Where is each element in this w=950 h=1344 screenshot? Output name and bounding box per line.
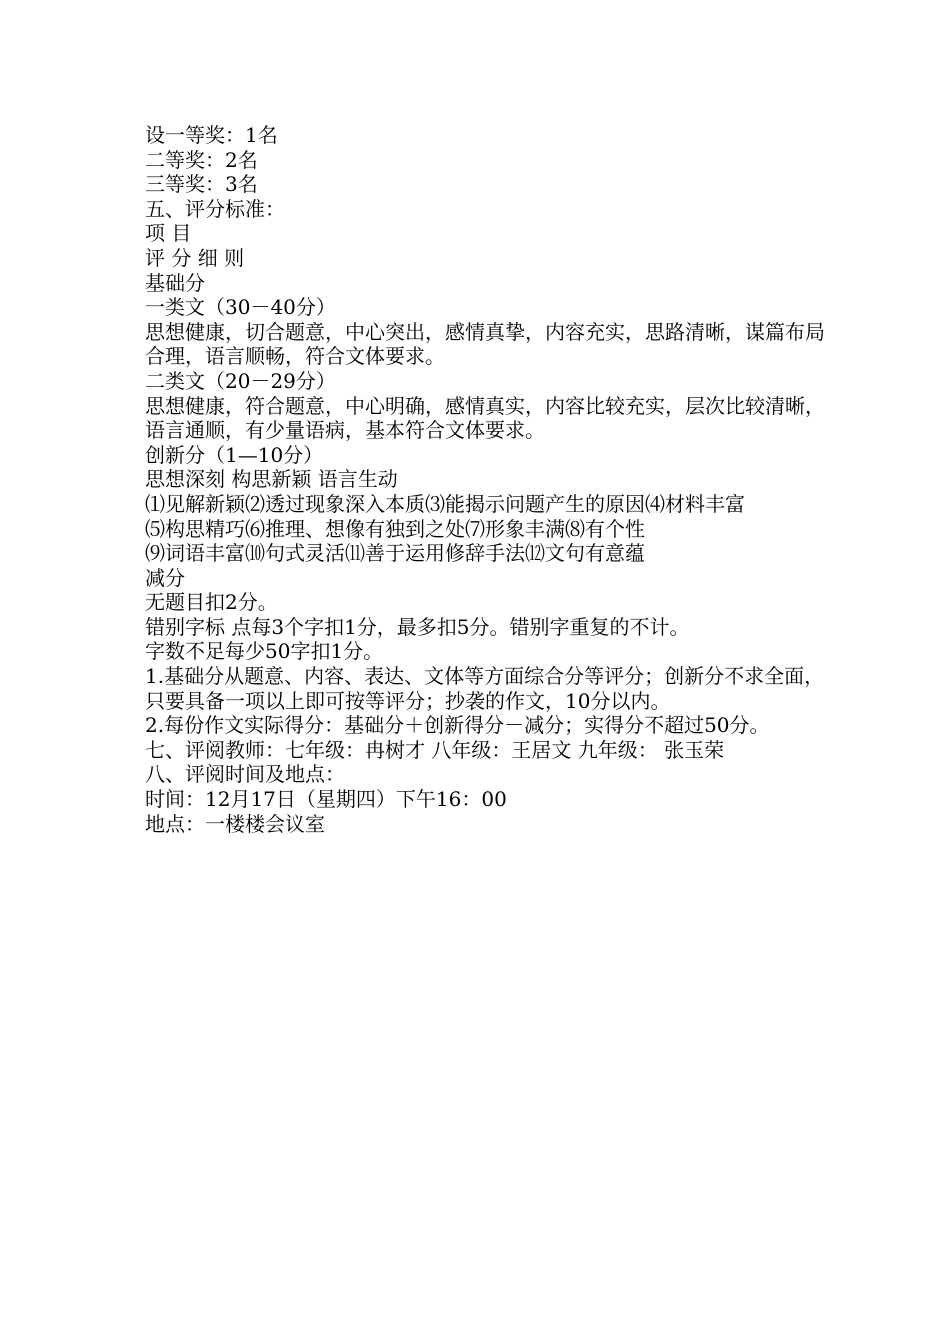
- item-header: 项 目: [145, 221, 192, 246]
- place-line: 地点：一楼楼会议室: [145, 811, 325, 836]
- section-scoring-heading: 五、评分标准：: [145, 196, 285, 221]
- award-first-line: 设一等奖：1名: [145, 123, 278, 147]
- innovation-categories: 思想深刻 构思新颖 语言生动: [145, 467, 398, 492]
- document-page: [145, 123, 825, 836]
- innovation-items-2: ⑸构思精巧⑹推理、想像有独到之处⑺形象丰满⑻有个性: [145, 516, 645, 541]
- section-reviewers: 七、评阅教师：七年级：冉树才 八年级：王居文 九年级： 张玉荣: [145, 737, 725, 762]
- deduction-typos: 错别字标 点每3个字扣1分，最多扣5分。错别字重复的不计。: [145, 614, 690, 639]
- class-two-description: 思想健康，符合题意，中心明确，感情真实，内容比较充实，层次比较清晰，语言通顺，有少量语病，基本符合文体要求。: [145, 393, 825, 443]
- class-two-heading: 二类文（20－29分）: [145, 368, 336, 393]
- deduction-label: 减分: [145, 565, 185, 590]
- note-two: 2.每份作文实际得分：基础分＋创新得分－减分；实得分不超过50分。: [145, 713, 770, 738]
- base-score-label: 基础分: [145, 270, 205, 295]
- time-line: 时间：12月17日（星期四）下午16：00: [145, 787, 507, 812]
- innovation-items-3: ⑼词语丰富⑽句式灵活⑾善于运用修辞手法⑿文句有意蕴: [145, 541, 645, 566]
- award-second-line: 二等奖：2名: [145, 147, 258, 172]
- criteria-header: 评 分 细 则: [145, 245, 245, 270]
- award-third-line: 三等奖：3名: [145, 172, 258, 197]
- innovation-score-heading: 创新分（1—10分）: [145, 442, 324, 467]
- note-one: 1.基础分从题意、内容、表达、文体等方面综合分等评分；创新分不求全面，只要具备一项以上即可按等评分；抄袭的作文，10分以内。: [145, 664, 825, 713]
- deduction-no-title: 无题目扣2分。: [145, 590, 278, 615]
- class-one-description: 思想健康，切合题意，中心突出，感情真挚，内容充实，思路清晰，谋篇布局合理，语言顺畅，符合文体要求。: [145, 319, 825, 369]
- deduction-word-count: 字数不足每少50字扣1分。: [145, 639, 384, 664]
- class-one-heading: 一类文（30－40分）: [145, 295, 336, 320]
- section-time-place: 八、评阅时间及地点：: [145, 762, 345, 787]
- innovation-items-1: ⑴见解新颖⑵透过现象深入本质⑶能揭示问题产生的原因⑷材料丰富: [145, 491, 745, 516]
